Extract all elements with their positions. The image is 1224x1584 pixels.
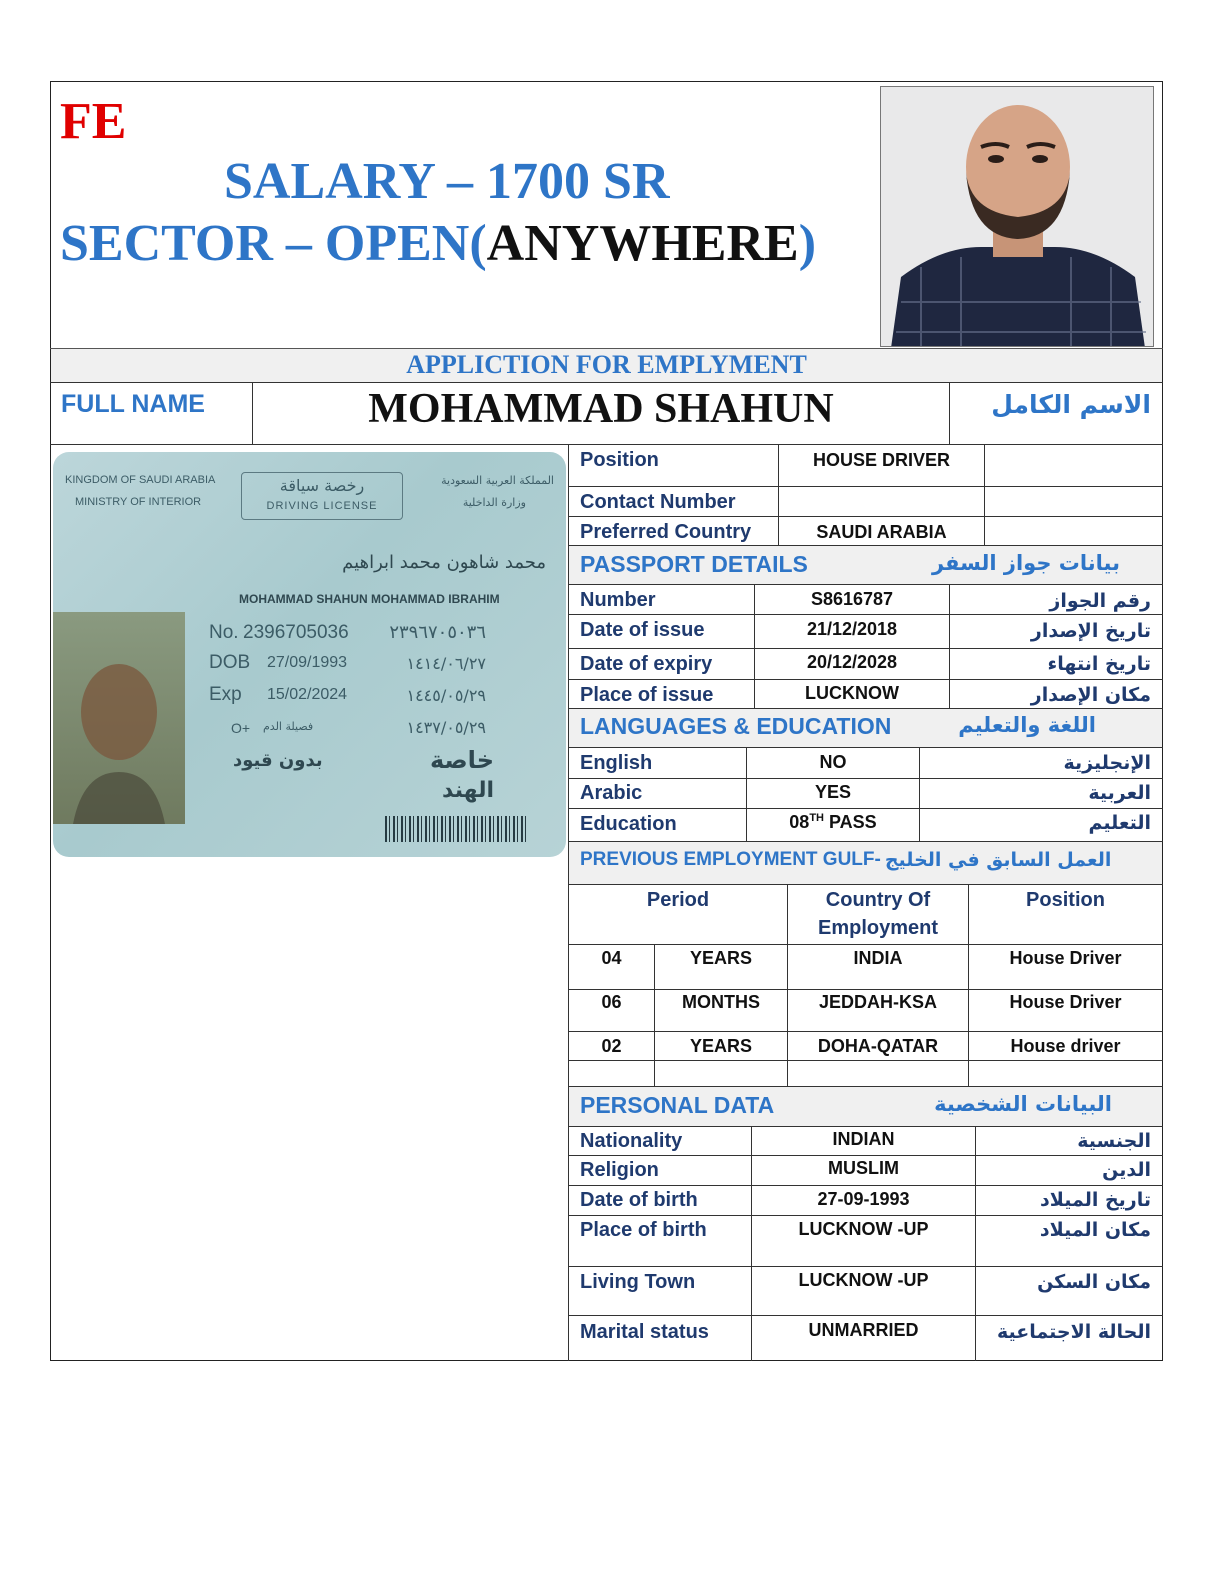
emp-row-2-country: JEDDAH-KSA: [818, 992, 937, 1012]
license-barcode: [385, 816, 527, 842]
sector-heading: [60, 214, 816, 273]
passport-number-label-ar: رقم الجواز: [1049, 590, 1151, 612]
passport-row-1: [568, 614, 1163, 615]
job-row-1: [568, 486, 1163, 487]
personal-row-4: [568, 1266, 1163, 1267]
application-title: APPLICTION FOR EMPLYMENT: [406, 350, 807, 379]
personal-row-5: [568, 1315, 1163, 1316]
emp-row-3: [568, 1031, 1163, 1032]
license-dob-ar: ١٤١٤/٠٦/٢٧: [406, 654, 486, 673]
license-nationality-ar: الهند: [441, 778, 494, 803]
driving-license-image: [53, 452, 566, 857]
personal-title-ar: البيانات الشخصية: [934, 1092, 1112, 1116]
license-name-en: MOHAMMAD SHAHUN MOHAMMAD IBRAHIM: [239, 592, 500, 606]
emp-header-country-l2: Employment: [817, 917, 939, 939]
education-label-ar: التعليم: [1088, 812, 1151, 834]
emp-row-2-num: 06: [601, 992, 622, 1012]
license-exp-ar: ١٤٤٥/٠٥/٢٩: [406, 686, 486, 705]
emp-row-2: [568, 989, 1163, 990]
marital-status-label: Marital status: [580, 1321, 709, 1343]
english-label: English: [580, 752, 653, 774]
emp-row-4: [568, 1060, 1163, 1061]
living-town-value: LUCKNOW -UP: [798, 1270, 929, 1290]
preferred-country-value: SAUDI ARABIA: [816, 522, 947, 542]
arabic-label-ar: العربية: [1088, 782, 1151, 804]
emp-row-3-num: 02: [601, 1036, 622, 1056]
employment-title-ar: العمل السابق في الخليج: [884, 849, 1112, 871]
emp-header-period: Period: [646, 889, 710, 911]
license-title-box: [241, 472, 403, 520]
emp-row-2-position: House Driver: [1009, 992, 1122, 1012]
languages-title: LANGUAGES & EDUCATION: [580, 713, 892, 739]
personal-row-2: [568, 1185, 1163, 1186]
living-town-label: Living Town: [580, 1271, 696, 1293]
sector-prefix: SECTOR – OPEN(: [60, 215, 487, 272]
license-no-value: 2396705036: [243, 622, 349, 643]
education-label: Education: [580, 813, 677, 835]
form-code: FE: [60, 93, 127, 150]
education-value: [747, 812, 919, 833]
living-town-label-ar: مكان السكن: [1037, 1271, 1151, 1293]
passport-number-value: S8616787: [810, 589, 894, 609]
date-of-expiry-label-ar: تاريخ انتهاء: [1047, 653, 1151, 675]
emp-row-1-position: House Driver: [1009, 948, 1122, 968]
date-of-issue-label: Date of issue: [580, 619, 705, 641]
emp-row-3-unit: YEARS: [689, 1036, 752, 1056]
license-country-ar: المملكة العربية السعودية: [441, 474, 554, 487]
license-ministry-ar: وزارة الداخلية: [462, 496, 526, 509]
nationality-value: INDIAN: [832, 1129, 895, 1149]
emp-row-3-country: DOHA-QATAR: [817, 1036, 939, 1056]
name-row-bottom: [50, 444, 1163, 445]
sector-suffix: ): [798, 215, 817, 272]
emp-header-position: Position: [1026, 889, 1105, 911]
emp-header-country-l1: Country Of: [825, 889, 931, 911]
emp-row-1-unit: YEARS: [689, 948, 752, 968]
employment-title: [580, 849, 1111, 871]
license-exp-label: Exp: [209, 684, 242, 705]
emp-row-2-unit: MONTHS: [682, 992, 760, 1012]
employment-title-en: PREVIOUS EMPLOYMENT GULF-: [580, 849, 881, 870]
lang-col-2: [919, 747, 920, 841]
license-type-ar: خاصة: [429, 746, 494, 774]
license-dob-value: 27/09/1993: [267, 654, 348, 671]
license-dob-label: DOB: [209, 652, 251, 673]
marital-status-value: UNMARRIED: [808, 1320, 919, 1340]
lang-row-1: [568, 778, 1163, 779]
place-of-birth-value: LUCKNOW -UP: [798, 1219, 929, 1239]
personal-row-0: [568, 1126, 1163, 1127]
license-name-ar: محمد شاهون محمد ابراهيم: [342, 552, 546, 573]
passport-col-2: [949, 584, 950, 708]
date-of-birth-label-ar: تاريخ الميلاد: [1040, 1189, 1151, 1211]
passport-row-0: [568, 584, 1163, 585]
date-of-issue-value: 21/12/2018: [806, 619, 898, 639]
arabic-value: YES: [814, 782, 852, 802]
contact-label: Contact Number: [580, 491, 736, 513]
date-of-expiry-label: Date of expiry: [580, 653, 713, 675]
passport-number-label: Number: [580, 589, 656, 611]
date-of-birth-label: Date of birth: [580, 1189, 698, 1211]
license-holder-photo: [53, 612, 185, 824]
license-blood: O+: [231, 720, 251, 736]
license-title-ar: رخصة سياقة: [279, 476, 365, 495]
license-no-label: No.: [209, 622, 239, 643]
place-of-issue-label: Place of issue: [580, 684, 714, 706]
salary-heading: SALARY – 1700 SR: [224, 153, 670, 210]
emp-row-1-country: INDIA: [853, 948, 903, 968]
arabic-label: Arabic: [580, 782, 643, 804]
emp-row-1: [568, 944, 1163, 945]
applicant-photo: [880, 86, 1154, 347]
emp-row-1-num: 04: [601, 948, 622, 968]
english-label-ar: الإنجليزية: [1063, 752, 1151, 774]
license-restrictions-ar: بدون قيود: [233, 750, 323, 771]
personal-col-2: [975, 1126, 976, 1361]
license-ministry-en: MINISTRY OF INTERIOR: [75, 496, 202, 508]
education-value-num: 08: [789, 812, 810, 832]
personal-title: PERSONAL DATA: [580, 1092, 775, 1118]
marital-status-label-ar: الحالة الاجتماعية: [997, 1321, 1151, 1343]
lang-row-0: [568, 747, 1163, 748]
education-value-sup: TH: [809, 812, 824, 824]
nationality-label: Nationality: [580, 1130, 683, 1152]
date-of-issue-label-ar: تاريخ الإصدار: [1030, 620, 1151, 642]
passport-title: PASSPORT DETAILS: [580, 551, 808, 577]
full-name-label: FULL NAME: [61, 390, 205, 418]
passport-row-3: [568, 679, 1163, 680]
place-of-issue-label-ar: مكان الإصدار: [1030, 684, 1151, 706]
emp-row-3-position: House driver: [1010, 1036, 1121, 1056]
license-title-en: DRIVING LICENSE: [266, 500, 378, 512]
english-value: NO: [819, 752, 847, 772]
license-issue-ar: ١٤٣٧/٠٥/٢٩: [406, 718, 486, 737]
place-of-issue-value: LUCKNOW: [805, 683, 899, 703]
sector-highlight: ANYWHERE: [486, 215, 799, 272]
passport-title-ar: بيانات جواز السفر: [931, 551, 1120, 575]
title-divider: [50, 382, 1163, 383]
position-value: HOUSE DRIVER: [812, 450, 951, 470]
license-blood-label-ar: فصيلة الدم: [263, 720, 314, 733]
position-label: Position: [580, 449, 659, 471]
name-divider-2: [949, 382, 950, 444]
personal-row-1: [568, 1155, 1163, 1156]
nationality-label-ar: الجنسية: [1077, 1130, 1151, 1152]
full-name-value: MOHAMMAD SHAHUN: [368, 386, 834, 432]
religion-value: MUSLIM: [828, 1158, 899, 1178]
emp-row-0: [568, 884, 1163, 885]
personal-row-3: [568, 1215, 1163, 1216]
date-of-birth-value: 27-09-1993: [817, 1189, 910, 1209]
full-name-label-ar: الاسم الكامل: [991, 390, 1151, 419]
religion-label-ar: الدين: [1102, 1159, 1151, 1181]
license-country-en: KINGDOM OF SAUDI ARABIA: [65, 474, 216, 486]
preferred-country-label: Preferred Country: [580, 521, 752, 543]
job-col-divider-2: [984, 444, 985, 545]
religion-label: Religion: [580, 1159, 659, 1181]
license-exp-value: 15/02/2024: [267, 686, 348, 703]
license-no-ar: ٢٣٩٦٧٠٥٠٣٦: [389, 622, 486, 643]
place-of-birth-label: Place of birth: [580, 1219, 707, 1241]
education-value-rest: PASS: [824, 812, 877, 832]
lang-row-2: [568, 808, 1163, 809]
passport-row-2: [568, 648, 1163, 649]
job-row-2: [568, 516, 1163, 517]
languages-title-ar: اللغة والتعليم: [958, 713, 1096, 737]
place-of-birth-label-ar: مكان الميلاد: [1039, 1219, 1151, 1241]
date-of-expiry-value: 20/12/2028: [806, 652, 898, 672]
